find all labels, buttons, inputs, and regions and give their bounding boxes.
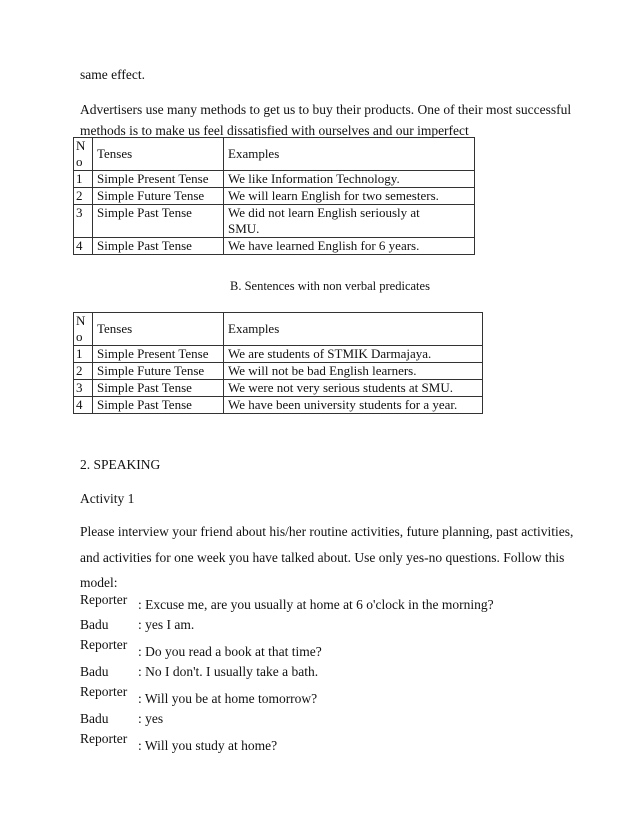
- row-example: We have learned English for 6 years.: [224, 238, 475, 255]
- table-row: [74, 188, 475, 205]
- intro-line-3: methods is to make us feel dissatisfied with ourselves and our imperfect: [80, 123, 469, 138]
- dialogue-row: [80, 680, 600, 707]
- dialogue-row: [80, 727, 600, 754]
- table-row: [74, 346, 483, 363]
- row-no: 1: [74, 171, 93, 188]
- speaker-label: Badu: [80, 617, 109, 632]
- speaking-heading: 2. SPEAKING: [80, 457, 161, 472]
- row-no: 2: [74, 363, 93, 380]
- dialogue-row: [80, 633, 600, 660]
- dialogue-row: [80, 613, 600, 633]
- row-tense: Simple Past Tense: [93, 397, 224, 414]
- dialogue-table: [80, 592, 600, 754]
- row-tense: Simple Future Tense: [93, 188, 224, 205]
- utterance: : No I don't. I usually take a bath.: [138, 664, 319, 679]
- utterance: : yes: [138, 711, 164, 726]
- speaker-label: Reporter: [80, 592, 128, 607]
- row-no: 4: [74, 238, 93, 255]
- tense-table-b: [73, 312, 483, 414]
- row-example: We will not be bad English learners.: [224, 363, 483, 380]
- row-tense: Simple Past Tense: [93, 205, 224, 238]
- table-row: [74, 238, 475, 255]
- row-example: We like Information Technology.: [224, 171, 475, 188]
- instructions-line-3: model:: [80, 575, 118, 590]
- tense-table-a: [73, 137, 475, 255]
- speaker-label: Badu: [80, 664, 109, 679]
- header-no: N o: [74, 313, 93, 346]
- row-tense: Simple Present Tense: [93, 171, 224, 188]
- header-examples: Examples: [224, 138, 475, 171]
- row-example: We were not very serious students at SMU.: [224, 380, 483, 397]
- section-b-title: B. Sentences with non verbal predicates: [230, 279, 430, 293]
- row-example: We did not learn English seriously at SMU.: [224, 205, 475, 238]
- table-row: [74, 380, 483, 397]
- dialogue-row: [80, 592, 600, 613]
- dialogue-row: [80, 707, 600, 727]
- row-example: We will learn English for two semesters.: [224, 188, 475, 205]
- speaker-label: Reporter: [80, 637, 128, 652]
- speaker-label: Reporter: [80, 684, 128, 699]
- speaker-label: Reporter: [80, 731, 128, 746]
- dialogue-row: [80, 660, 600, 680]
- row-no: 1: [74, 346, 93, 363]
- table-header-row: [74, 138, 475, 171]
- header-tenses: Tenses: [93, 138, 224, 171]
- table-header-row: [74, 313, 483, 346]
- row-no: 3: [74, 205, 93, 238]
- table-row: [74, 205, 475, 238]
- utterance: : Will you be at home tomorrow?: [138, 691, 318, 706]
- table-row: [74, 363, 483, 380]
- header-tenses: Tenses: [93, 313, 224, 346]
- instructions-line-2: and activities for one week you have talked about. Use only yes-no questions. Follow this: [80, 550, 565, 565]
- table-row: [74, 171, 475, 188]
- header-examples: Examples: [224, 313, 483, 346]
- header-no: N o: [74, 138, 93, 171]
- row-example: We have been university students for a year.: [224, 397, 483, 414]
- intro-line-1: same effect.: [80, 67, 145, 82]
- utterance: : yes I am.: [138, 617, 195, 632]
- instructions-line-1: Please interview your friend about his/her routine activities, future planning, past activities,: [80, 524, 574, 539]
- row-no: 3: [74, 380, 93, 397]
- row-tense: Simple Past Tense: [93, 380, 224, 397]
- intro-line-2: Advertisers use many methods to get us to buy their products. One of their most successful: [80, 102, 572, 117]
- table-row: [74, 397, 483, 414]
- utterance: : Excuse me, are you usually at home at 6 o'clock in the morning?: [138, 597, 494, 612]
- speaker-label: Badu: [80, 711, 109, 726]
- utterance: : Do you read a book at that time?: [138, 644, 322, 659]
- row-tense: Simple Present Tense: [93, 346, 224, 363]
- row-tense: Simple Past Tense: [93, 238, 224, 255]
- row-no: 2: [74, 188, 93, 205]
- row-example: We are students of STMIK Darmajaya.: [224, 346, 483, 363]
- utterance: : Will you study at home?: [138, 738, 278, 753]
- row-no: 4: [74, 397, 93, 414]
- activity-heading: Activity 1: [80, 491, 135, 506]
- row-tense: Simple Future Tense: [93, 363, 224, 380]
